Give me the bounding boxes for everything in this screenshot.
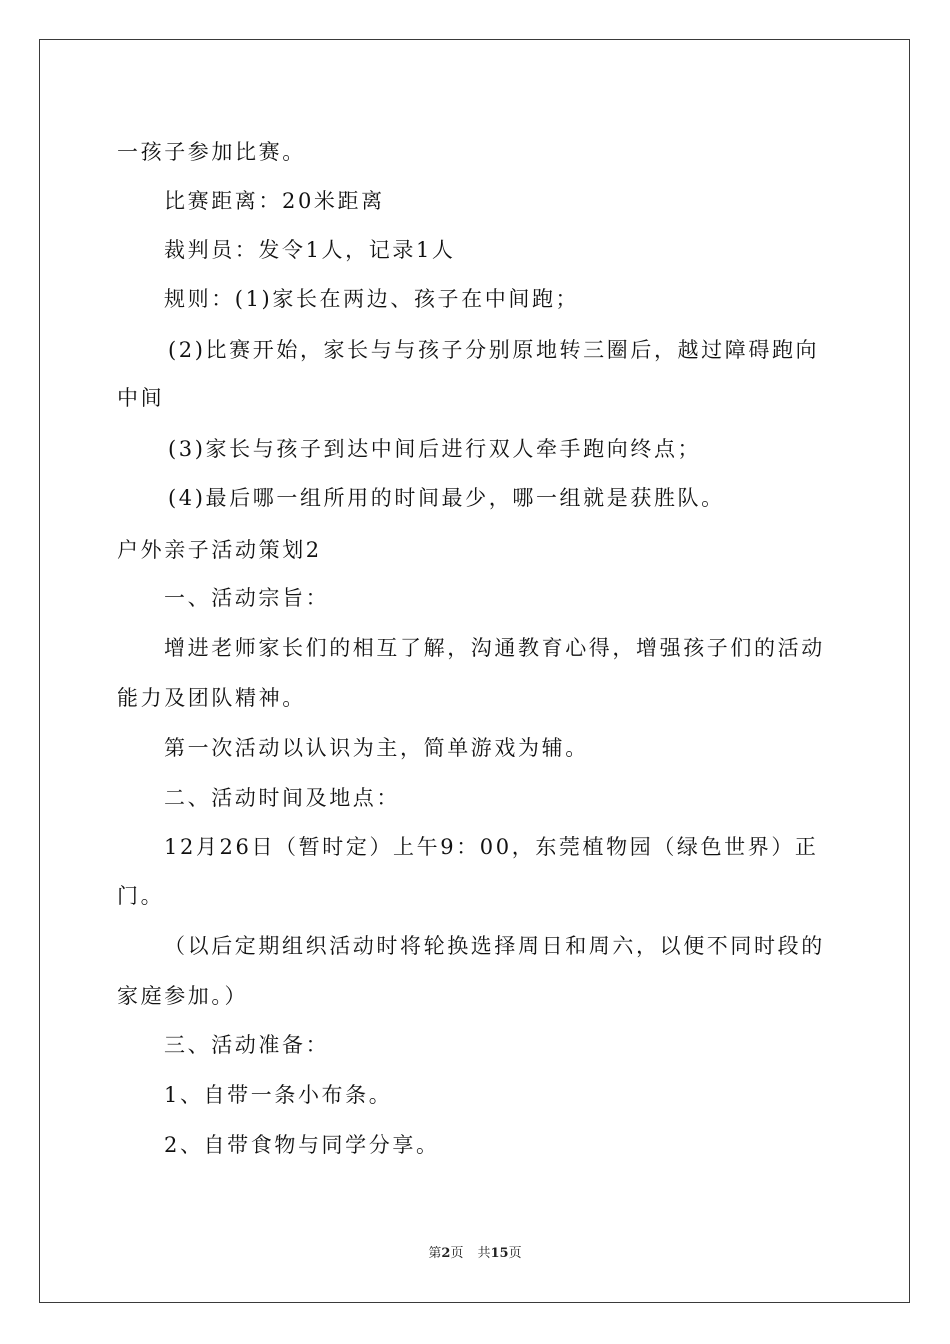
paragraph-line: 12月26日（暂时定）上午9：00，东莞植物园（绿色世界）正 (164, 835, 819, 859)
paragraph-line: 1、自带一条小布条。 (164, 1083, 393, 1107)
section-heading: 户外亲子活动策划2 (117, 538, 322, 562)
page-border (39, 39, 910, 1303)
paragraph-line: 第一次活动以认识为主，简单游戏为辅。 (164, 736, 589, 760)
paragraph-line: 门。 (117, 884, 165, 908)
paragraph-line: 裁判员：发令1人，记录1人 (164, 238, 456, 262)
paragraph-line: 规则：(1)家长在两边、孩子在中间跑； (164, 287, 580, 311)
paragraph-line: 增进老师家长们的相互了解，沟通教育心得，增强孩子们的活动 (164, 636, 825, 660)
paragraph-line: 一、活动宗旨： (164, 586, 330, 610)
paragraph-line: 一孩子参加比赛。 (117, 140, 306, 164)
paragraph-line: 2、自带食物与同学分享。 (164, 1133, 440, 1157)
footer-page-suffix: 页 (450, 1246, 464, 1261)
footer-page-number: 2 (441, 1246, 451, 1261)
footer-total-prefix: 共 (477, 1246, 491, 1261)
paragraph-line: 三、活动准备： (164, 1033, 330, 1057)
footer-page-prefix: 第 (428, 1246, 442, 1261)
paragraph-line: 二、活动时间及地点： (164, 786, 400, 810)
page-footer (0, 1245, 950, 1263)
paragraph-line: （以后定期组织活动时将轮换选择周日和周六，以便不同时段的 (164, 934, 825, 958)
paragraph-line: 能力及团队精神。 (117, 686, 306, 710)
paragraph-line: (2)比赛开始，家长与与孩子分别原地转三圈后，越过障碍跑向 (168, 338, 820, 362)
paragraph-line: (4)最后哪一组所用的时间最少，哪一组就是获胜队。 (168, 486, 725, 510)
footer-total-pages: 15 (490, 1246, 509, 1261)
paragraph-line: 中间 (117, 386, 165, 410)
paragraph-line: (3)家长与孩子到达中间后进行双人牵手跑向终点； (168, 437, 702, 461)
paragraph-line: 家庭参加。） (117, 984, 249, 1008)
paragraph-line: 比赛距离：20米距离 (164, 189, 385, 213)
footer-total-suffix: 页 (508, 1246, 522, 1261)
